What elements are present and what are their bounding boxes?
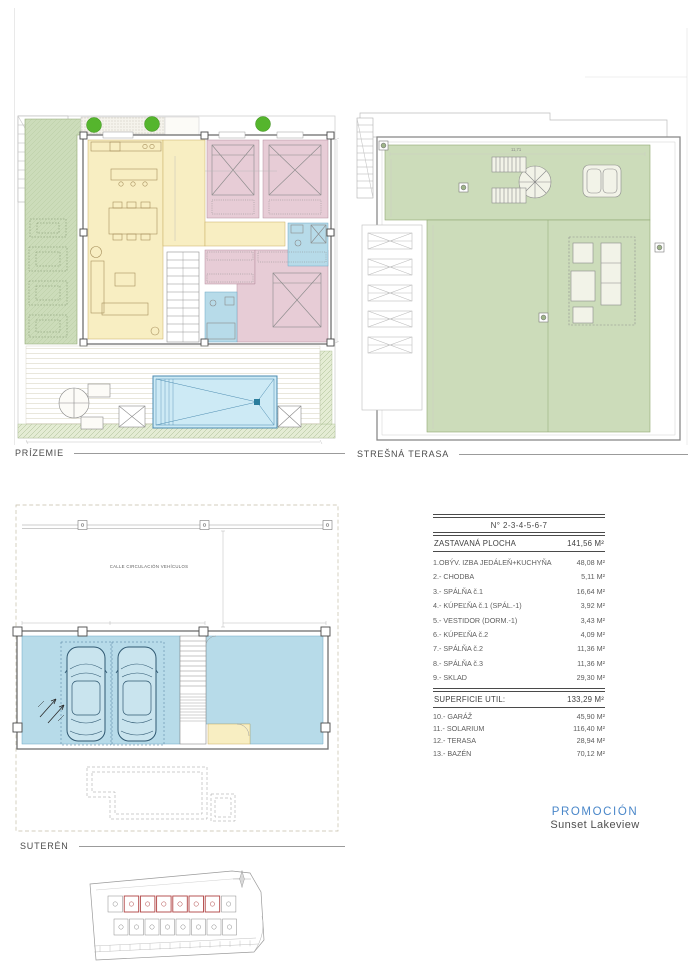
promotion-title: PROMOCIÓN xyxy=(551,806,639,818)
site-outer-boundary xyxy=(90,871,264,960)
basement-plan xyxy=(10,495,345,840)
basement-label: SUTERÉN xyxy=(20,841,69,851)
exterior-rows xyxy=(433,708,605,761)
table-row: 5.- VESTIDOR (DORM.-1) 3,43 M² xyxy=(433,615,605,625)
table-row: 10.- GARÁŽ 45,90 M² xyxy=(433,711,605,721)
basement-caption xyxy=(20,841,345,851)
room-rows xyxy=(433,552,605,688)
louvre-annex xyxy=(362,225,422,410)
caption-rule xyxy=(459,454,688,455)
roof-terrace-plan xyxy=(355,25,690,450)
ground-floor-caption xyxy=(15,448,345,458)
basement-dimensions xyxy=(22,531,326,627)
table-row: 11.- SOLARIUM 116,40 M² xyxy=(433,724,605,734)
built-area-value: 141,56 M² xyxy=(567,539,604,548)
caption-rule xyxy=(79,846,345,847)
pool-footprint-dashed xyxy=(87,767,235,821)
caption-rule xyxy=(74,453,345,454)
roof-terrace-caption xyxy=(357,449,688,459)
built-area-row xyxy=(433,536,605,551)
ground-floor-plan xyxy=(15,111,347,447)
useful-area-value: 133,29 M² xyxy=(567,694,604,704)
roof-dim-text: 11,71 xyxy=(511,147,522,152)
built-area-label: ZASTAVANÁ PLOCHA xyxy=(434,539,517,548)
area-summary-table xyxy=(433,514,605,760)
promotion-block xyxy=(500,806,690,831)
basement-storage-room xyxy=(208,724,250,744)
table-row: 6.- KÚPEĽŇA č.2 4,09 M² xyxy=(433,630,605,640)
street-label: CALLE CIRCULACIÓN VEHÍCULOS xyxy=(109,564,189,569)
table-row: 8.- SPÁLŇA č.3 11,36 M² xyxy=(433,658,605,668)
parapet-outline xyxy=(360,113,667,137)
table-row: 4.- KÚPEĽŇA č.1 (SPÁL.-1) 3,92 M² xyxy=(433,601,605,611)
car-icon xyxy=(112,642,164,745)
roof-stairs xyxy=(357,118,373,198)
roof-terrace-label: STREŠNÁ TERASA xyxy=(357,449,450,459)
useful-area-label: SUPERFICIE UTIL: xyxy=(434,694,506,704)
table-row: 13.- BAZÉN 70,12 M² xyxy=(433,748,605,758)
roof-double-sunbed xyxy=(583,165,621,197)
table-row: 7.- SPÁLŇA č.2 11,36 M² xyxy=(433,644,605,654)
useful-area-row xyxy=(433,692,605,707)
pool xyxy=(153,376,277,428)
pool-drain xyxy=(254,399,260,405)
promotion-name: Sunset Lakeview xyxy=(550,819,640,831)
table-row: 12.- TERASA 28,94 M² xyxy=(433,736,605,746)
garden-terrace xyxy=(25,119,87,344)
table-row: 1.OBÝV. IZBA JEDÁLEŇ+KUCHYŇA 48,08 M² xyxy=(433,558,605,567)
table-row: 2.- CHODBA 5,11 M² xyxy=(433,572,605,582)
site-plan xyxy=(84,866,276,968)
car-icon xyxy=(61,642,111,745)
ground-floor-label: PRÍZEMIE xyxy=(15,448,64,458)
entry-walkway xyxy=(165,117,199,135)
table-row: 3.- SPÁLŇA č.1 16,64 M² xyxy=(433,586,605,596)
unit-number-header: N° 2-3-4-5-6-7 xyxy=(490,521,548,530)
interior-stairs xyxy=(167,252,199,342)
table-row: 9.- SKLAD 29,30 M² xyxy=(433,673,605,683)
street-lines xyxy=(22,525,332,529)
